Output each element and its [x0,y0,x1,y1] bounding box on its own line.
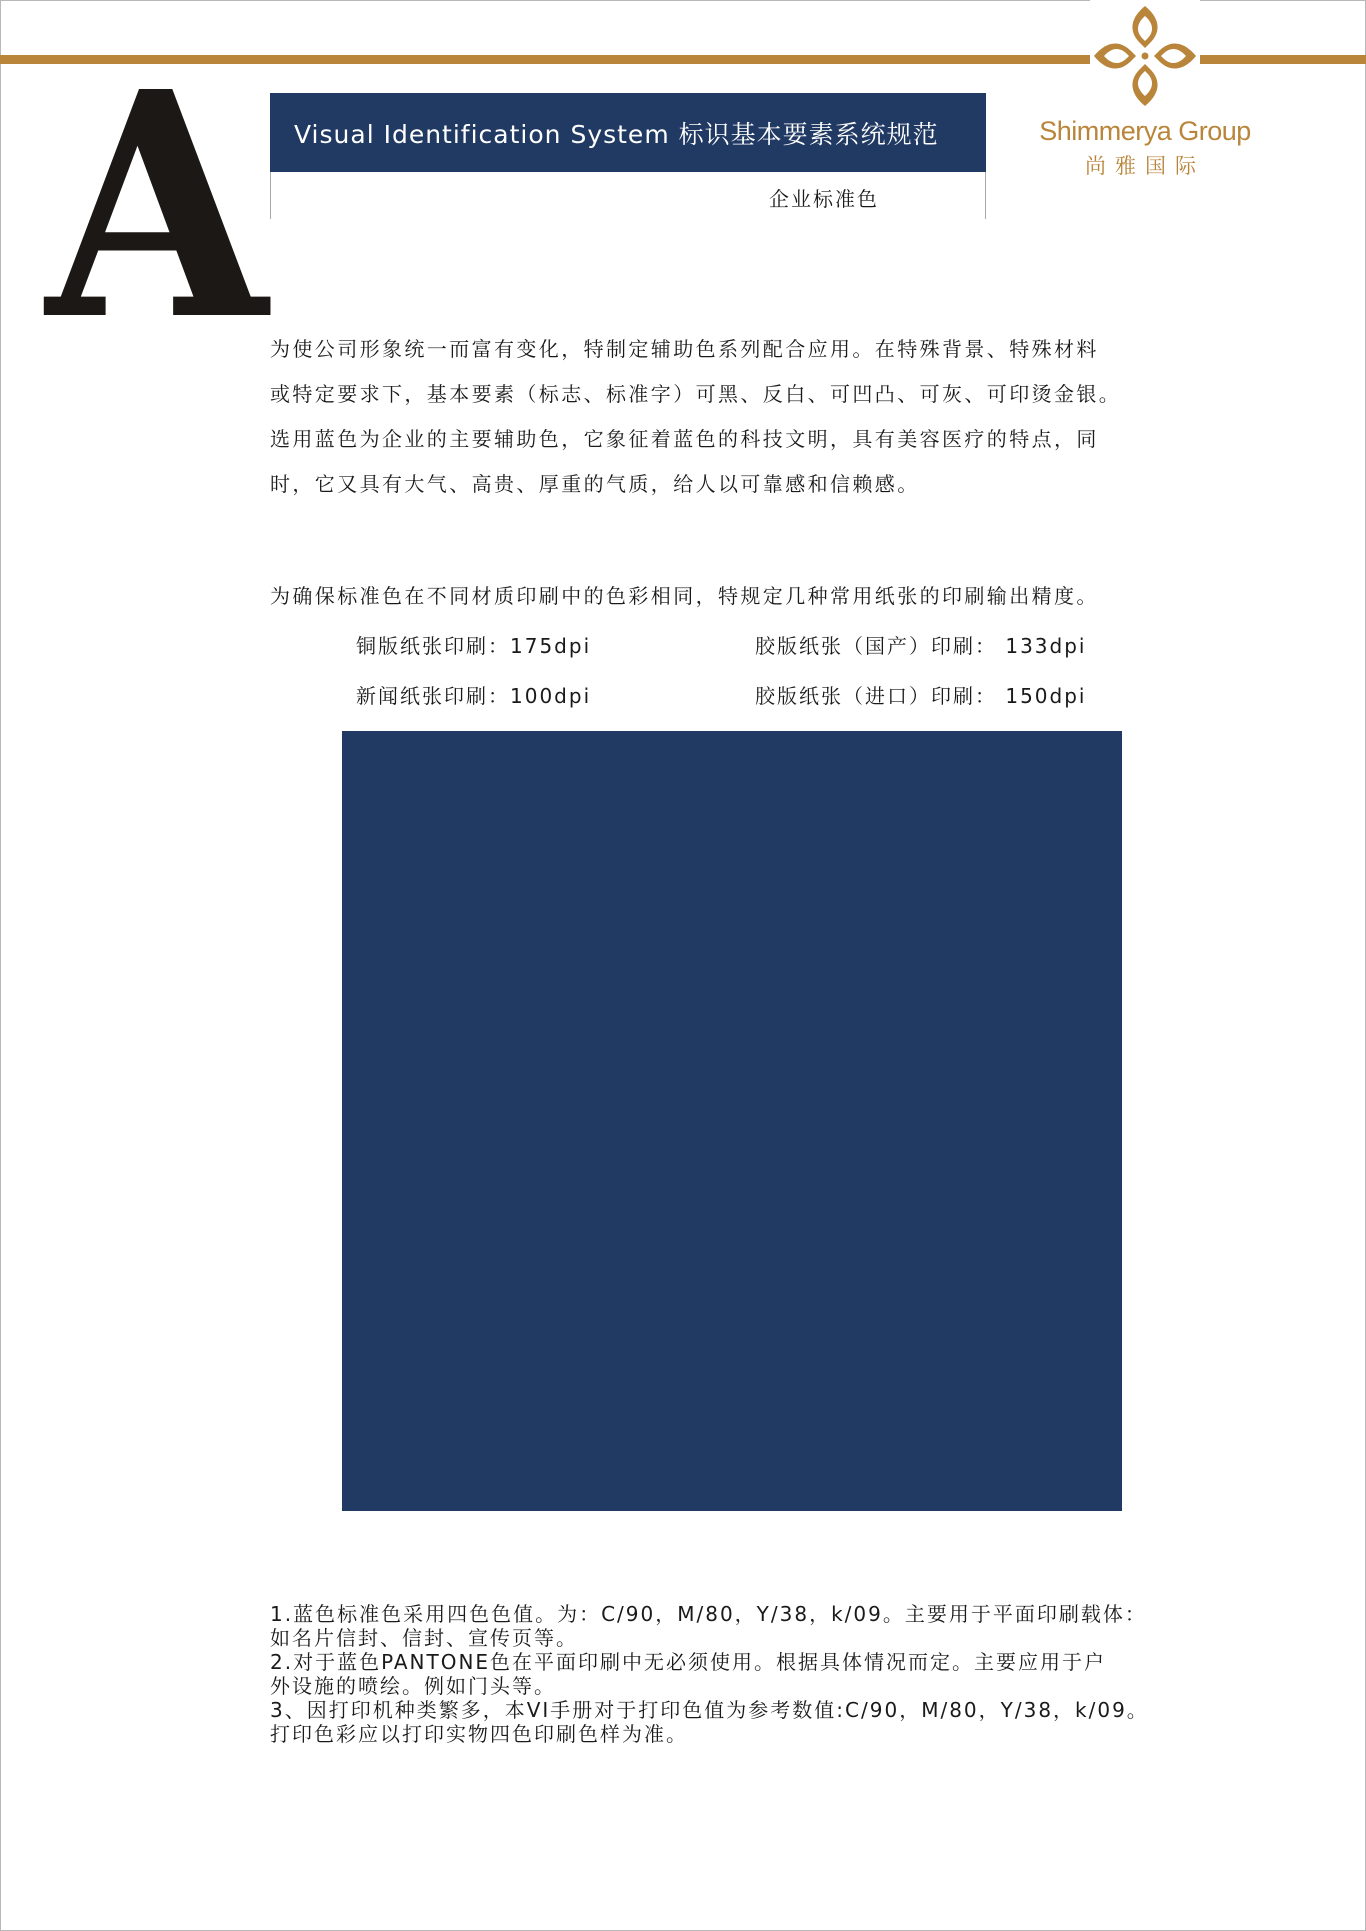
header-title: Visual Identification System 标识基本要素系统规范 [294,119,939,149]
dpi-spec-offset-imported: 胶版纸张（进口）印刷： 150dpi [755,684,1087,708]
dpi-spec-offset-domestic: 胶版纸张（国产）印刷： 133dpi [755,634,1087,658]
print-precision-note: 为确保标准色在不同材质印刷中的色彩相同，特规定几种常用纸张的印刷输出精度。 [270,584,1099,608]
header-block [270,93,986,219]
flower-logo-icon [1090,0,1200,112]
company-logo [1020,0,1270,180]
section-letter: A [46,25,262,389]
intro-line: 为使公司形象统一而富有变化，特制定辅助色系列配合应用。在特殊背景、特殊材料 [270,337,1099,361]
note-line: 外设施的喷绘。例如门头等。 [270,1674,556,1698]
header-bar [270,93,986,172]
logo-name-chinese: 尚雅国际 [1085,154,1205,178]
header-subtitle: 企业标准色 [769,187,879,211]
color-notes [270,1602,1240,1746]
intro-line: 或特定要求下，基本要素（标志、标准字）可黑、反白、可凹凸、可灰、可印烫金银。 [270,382,1122,406]
dpi-spec-coated: 铜版纸张印刷：175dpi [356,634,592,658]
logo-name-english: Shimmerya Group [1039,116,1251,146]
note-line: 3、因打印机种类繁多，本VI手册对于打印色值为参考数值:C/90，M/80，Y/38，k/09。 [270,1698,1149,1722]
note-line: 2.对于蓝色PANTONE色在平面印刷中无必须使用。根据具体情况而定。主要应用于户 [270,1650,1107,1674]
intro-paragraph [270,327,1230,507]
intro-line: 选用蓝色为企业的主要辅助色，它象征着蓝色的科技文明，具有美容医疗的特点，同 [270,427,1099,451]
intro-line: 时，它又具有大气、高贵、厚重的气质，给人以可靠感和信赖感。 [270,472,920,496]
standard-color-swatch [342,731,1122,1511]
dpi-spec-newsprint: 新闻纸张印刷：100dpi [356,684,592,708]
note-line: 如名片信封、信封、宣传页等。 [270,1626,578,1650]
header-sub-panel [270,172,986,219]
note-line: 打印色彩应以打印实物四色印刷色样为准。 [270,1722,688,1746]
note-line: 1.蓝色标准色采用四色色值。为：C/90，M/80，Y/38，k/09。主要用于平面印刷载体： [270,1602,1147,1626]
